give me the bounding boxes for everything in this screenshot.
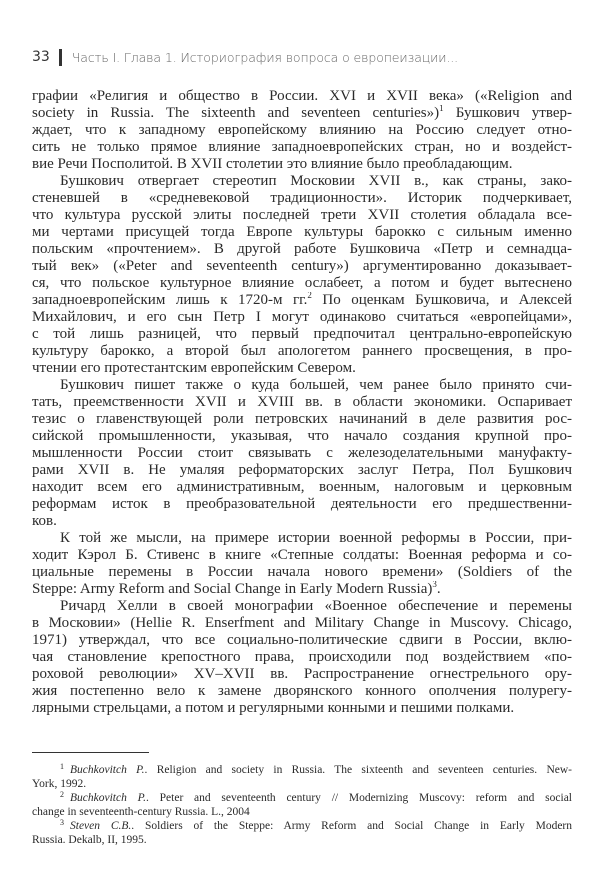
text-line: ков. (32, 513, 57, 529)
footnotes (32, 763, 572, 847)
footnote-continuation: Russia. Dekalb, II, 1995. (32, 834, 147, 846)
text-segment: society in Russia. The sixteenth and seventeen centuries») (32, 105, 440, 121)
text-line: тезис о главенствующей роли петровских начинаний в деле развития рос- (32, 411, 572, 427)
text-line: что культура русской элиты последней трети XVII столетия обладала все- (32, 207, 572, 223)
footnote-rule (32, 752, 149, 753)
text-line: Михайлович, и его сын Петр I могут одинаково считаться «европейцами», (32, 309, 572, 325)
text-line: К той же мысли, на примере истории военной реформы в России, при- (60, 530, 572, 546)
body-text (32, 88, 572, 717)
footnote-continuation: change in seventeenth-century Russia. L., 2004 (32, 806, 250, 818)
text-line: реформам исток в преобразовательной деятельности его предшественни- (32, 496, 572, 512)
footnote-author: Buchkovitch P. (70, 764, 145, 776)
text-line: культуру барокко, а второй был апологетом раннего просвещения, в про- (32, 343, 572, 359)
text-line: чтении его протестантским европейским Севером. (32, 360, 356, 376)
text-line: мышленности России стоит связывать с железоделательными мануфакту- (32, 445, 572, 461)
footnote-ref[interactable]: 2 (307, 292, 312, 300)
footnote-number: 2 (60, 791, 64, 799)
footnote-text: . Religion and society in Russia. The sixteenth and seventeen centuries. New- (144, 764, 572, 776)
footnote-text: . Peter and seventeenth century // Modernizing Muscovy: reform and social (146, 792, 572, 804)
text-line: ся, что польское культурное влияние ослабеет, а потом и будет вытеснено (32, 275, 572, 291)
footnote-author: Steven C.B. (70, 820, 132, 832)
text-segment: западноевропейским лишь к 1720-м гг. (32, 292, 308, 308)
footnote (32, 819, 572, 833)
footnote (32, 791, 572, 805)
text-line: тать, преемственности XVII и XVIII вв. в области экономики. Оспаривает (32, 394, 572, 410)
text-line: Бушкович отвергает стереотип Московии XVII в., как страны, зако- (60, 173, 572, 189)
text-segment: Steppe: Army Reform and Social Change in Early Modern Russia) (32, 581, 433, 597)
footnote-author: Buchkovitch P. (70, 792, 147, 804)
text-line: Ричард Хелли в своей монографии «Военное обеспечение и перемены (60, 598, 572, 614)
page-number: 33 (32, 49, 50, 65)
running-header (32, 47, 458, 67)
paragraph (32, 88, 572, 173)
text-line: циальные перемены в России начала нового времени» (Soldiers of the (32, 564, 572, 580)
footnote-number: 3 (60, 819, 64, 827)
text-line (32, 292, 572, 309)
footnote-ref[interactable]: 1 (439, 105, 444, 113)
text-line: вие Речи Посполитой. В XVII столетии это влияние было преобладающим. (32, 156, 513, 172)
text-line: чая становление крепостного права, происходили под воздействием «по- (32, 649, 572, 665)
text-line: сить не только прямое влияние западноевропейских стран, но и воздейст- (32, 139, 572, 155)
footnote-number: 1 (60, 763, 64, 771)
text-line: ходит Кэрол Б. Стивенс в книге «Степные солдаты: Военная реформа и со- (32, 547, 572, 563)
header-divider (59, 49, 62, 66)
text-segment: Бушкович утвер- (443, 105, 572, 121)
text-segment: . (436, 581, 441, 597)
text-segment: По оценкам Бушковича, и Алексей (311, 292, 572, 308)
paragraph (32, 173, 572, 377)
text-line: лярными стрельцами, а потом и регулярными конными и пешими полками. (32, 700, 515, 716)
text-line (32, 581, 572, 598)
text-line: ми чертами присущей тогда Европе культуры барокко с сильным именно (32, 224, 572, 240)
text-line: графии «Религия и общество в России. XVI и XVII века» («Religion and (32, 88, 572, 104)
footnote-text: . Soldiers of the Steppe: Army Reform and Social Change in Early Modern (131, 820, 572, 832)
text-line: тый век» («Peter and seventeenth century») аргументированно доказывает- (32, 258, 572, 274)
text-line: в Московии» (Hellie R. Enserfment and Military Change in Muscovy. Chicago, (32, 615, 572, 631)
text-line: с той лишь разницей, что первый предпочитал центрально-европейскую (32, 326, 572, 342)
text-line: роховой революции» XV–XVII вв. Распространение огнестрельного ору- (32, 666, 572, 682)
text-line: Бушкович пишет также о куда большей, чем ранее было принято счи- (60, 377, 572, 393)
text-line: сийской промышленности, указывая, что начало создания крупной про- (32, 428, 572, 444)
text-line (32, 105, 572, 122)
text-line: рами XVII в. Не умаляя реформаторских заслуг Петра, Пол Бушкович (32, 462, 572, 478)
text-line: жия постепенно вело к замене дворянского конного ополчения полурегу- (32, 683, 572, 699)
text-line: ждает, что к западному европейскому влиянию на Россию следует отно- (32, 122, 572, 138)
text-line: находит всем его административным, военным, налоговым и церковным (32, 479, 572, 495)
footnote-ref[interactable]: 3 (432, 581, 437, 589)
text-line: стеневшей в «средневековой традиционности». Историк подчеркивает, (32, 190, 572, 206)
paragraph (32, 530, 572, 598)
text-line: польским «прочтением». В другой работе Бушковича «Петр и семнадца- (32, 241, 572, 257)
paragraph (32, 598, 572, 717)
text-line: 1971) утверждал, что все социально-политические сдвиги в России, вклю- (32, 632, 572, 648)
footnote (32, 763, 572, 777)
footnote-continuation: York, 1992. (32, 778, 87, 790)
running-title: Часть I. Глава 1. Историография вопроса о европеизации... (71, 49, 459, 65)
paragraph (32, 377, 572, 530)
